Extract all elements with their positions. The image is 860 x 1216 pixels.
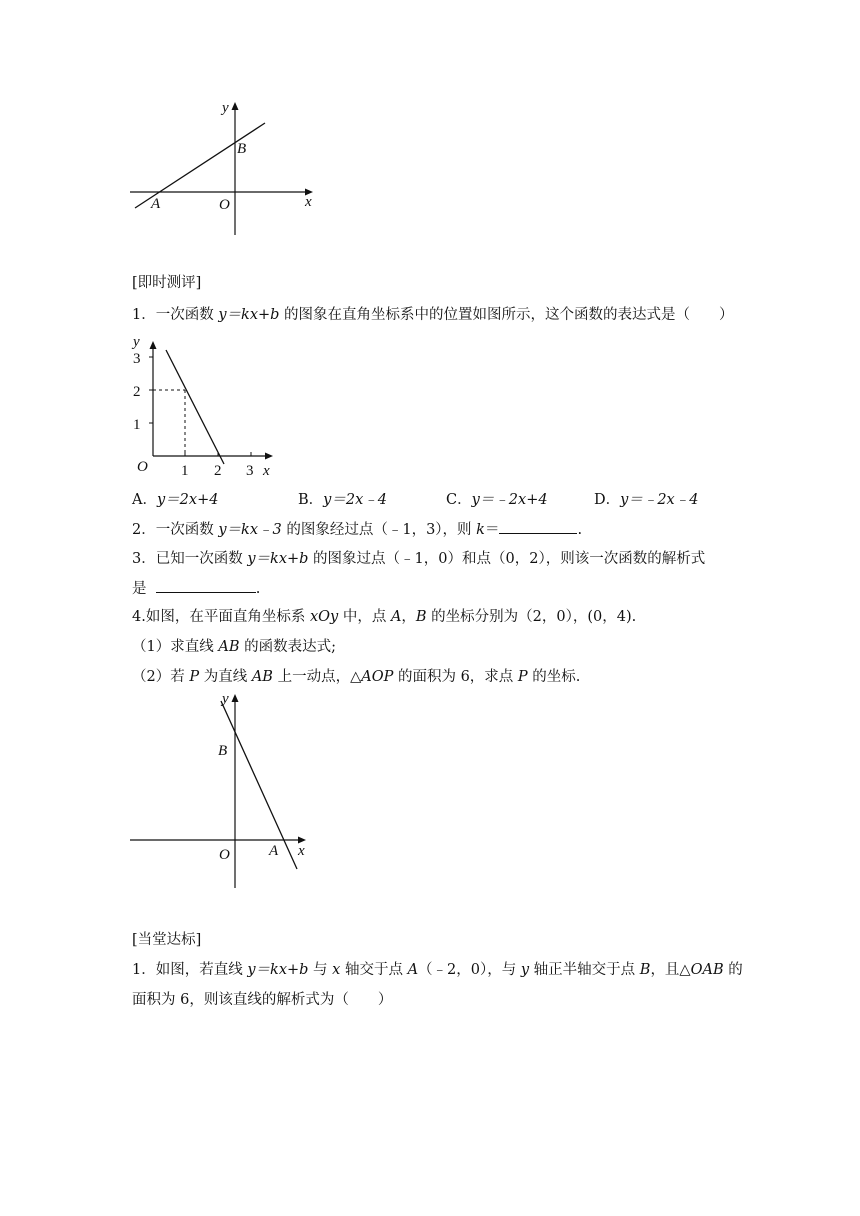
line-ab: AB bbox=[251, 669, 273, 685]
point-b: B bbox=[415, 609, 427, 625]
y-axis-label: y bbox=[133, 334, 140, 350]
text: 是 bbox=[132, 581, 147, 597]
answer-blank[interactable] bbox=[499, 519, 577, 534]
y-axis-arrow bbox=[232, 694, 239, 702]
x-axis-label: x bbox=[305, 194, 312, 210]
option-label: D． bbox=[594, 492, 621, 508]
text: 的图象过点（﹣1，0）和点（0，2），则该一次函数的解析式 bbox=[308, 551, 706, 567]
question-number: 1． bbox=[132, 307, 156, 323]
point-b-label: B bbox=[218, 743, 228, 759]
text: 一次函数 bbox=[155, 522, 219, 538]
line-ab: AB bbox=[218, 639, 240, 655]
question-number: 4. bbox=[132, 609, 146, 625]
question-number: 1． bbox=[132, 962, 156, 978]
origin-label: O bbox=[137, 459, 148, 475]
text: 上一动点，△ bbox=[272, 669, 362, 685]
x-axis-arrow bbox=[265, 453, 273, 460]
y-axis-arrow bbox=[150, 341, 157, 349]
variable-k: k bbox=[476, 522, 485, 538]
text: 的函数表达式; bbox=[239, 639, 336, 655]
option-a[interactable] bbox=[132, 488, 218, 509]
text: 轴正半轴交于点 bbox=[529, 962, 640, 978]
text: 为直线 bbox=[199, 669, 252, 685]
tick-label-x2: 2 bbox=[214, 463, 222, 479]
origin-label: O bbox=[219, 847, 230, 863]
question-number: 2． bbox=[132, 522, 156, 538]
option-b[interactable] bbox=[298, 488, 387, 509]
y-axis-arrow bbox=[232, 102, 239, 110]
triangle-aop: AOP bbox=[361, 669, 394, 685]
triangle-oab: OAB bbox=[690, 962, 724, 978]
figure-3-graph bbox=[125, 685, 325, 890]
text: 的 bbox=[723, 962, 743, 978]
text: 如图，若直线 bbox=[155, 962, 248, 978]
question-4-part-2 bbox=[132, 667, 580, 687]
math-xoy: xOy bbox=[309, 609, 339, 625]
text: （1）求直线 bbox=[132, 639, 219, 655]
text: 的图象在直角坐标系中的位置如图所示，这个函数的表达式是（ ） bbox=[279, 307, 734, 323]
point-p: P bbox=[517, 669, 528, 685]
figure-2-graph bbox=[125, 333, 285, 481]
option-label: B． bbox=[298, 492, 324, 508]
math-expression: y＝kx+b bbox=[247, 551, 309, 567]
option-text: y＝﹣2x+4 bbox=[471, 492, 548, 508]
tick-label-x3: 3 bbox=[246, 463, 254, 479]
variable-x: x bbox=[332, 962, 341, 978]
tick-label-y2: 2 bbox=[133, 384, 141, 400]
y-axis-label: y bbox=[222, 691, 229, 707]
text: 的坐标. bbox=[527, 669, 581, 685]
text: （﹣2，0），与 bbox=[418, 962, 521, 978]
text: 轴交于点 bbox=[340, 962, 408, 978]
point-b-label: B bbox=[237, 141, 247, 157]
question-1 bbox=[132, 305, 734, 325]
tick-label-y1: 1 bbox=[133, 417, 141, 433]
graph-line bbox=[166, 350, 224, 464]
math-expression: y＝kx+b bbox=[247, 962, 309, 978]
text: ＝ bbox=[484, 522, 500, 538]
answer-blank[interactable] bbox=[156, 578, 256, 593]
figure-1-graph bbox=[125, 95, 325, 240]
question-3-line-2 bbox=[132, 578, 260, 599]
x-axis-label: x bbox=[298, 843, 305, 859]
text: 与 bbox=[308, 962, 333, 978]
option-label: C． bbox=[446, 492, 472, 508]
text: 一次函数 bbox=[155, 307, 219, 323]
text: ，且△ bbox=[650, 962, 691, 978]
point-b: B bbox=[639, 962, 651, 978]
text: 的坐标分别为（2，0），(0，4). bbox=[426, 609, 637, 625]
point-a: A bbox=[407, 962, 419, 978]
option-text: y＝﹣2x﹣4 bbox=[620, 492, 699, 508]
section-title-class-check: [当堂达标] bbox=[132, 932, 202, 948]
graph-line bbox=[221, 701, 297, 869]
text: 的图象经过点（﹣1，3），则 bbox=[281, 522, 477, 538]
option-text: y＝2x﹣4 bbox=[323, 492, 387, 508]
tick-label-y3: 3 bbox=[133, 351, 141, 367]
y-axis-label: y bbox=[222, 100, 229, 116]
question-number: 3． bbox=[132, 551, 156, 567]
question-4 bbox=[132, 607, 636, 627]
point-p: P bbox=[189, 669, 200, 685]
text: 中，点 bbox=[338, 609, 391, 625]
option-d[interactable] bbox=[594, 488, 698, 509]
point-a-label: A bbox=[151, 196, 161, 212]
text: 的面积为 6，求点 bbox=[393, 669, 518, 685]
text: . bbox=[255, 581, 261, 597]
math-expression: y＝kx+b bbox=[218, 307, 280, 323]
question-4-part-1 bbox=[132, 637, 336, 657]
text: 已知一次函数 bbox=[155, 551, 248, 567]
question-3 bbox=[132, 549, 705, 569]
math-expression: y＝kx﹣3 bbox=[218, 522, 282, 538]
variable-y: y bbox=[520, 962, 530, 978]
x-axis-label: x bbox=[263, 463, 270, 479]
option-label: A． bbox=[132, 492, 157, 508]
option-text: y＝2x+4 bbox=[156, 492, 219, 508]
question-5 bbox=[132, 960, 743, 980]
point-a: A bbox=[390, 609, 402, 625]
tick-label-x1: 1 bbox=[181, 463, 189, 479]
option-c[interactable] bbox=[446, 488, 548, 509]
text: ， bbox=[401, 609, 416, 625]
text: 如图，在平面直角坐标系 bbox=[145, 609, 310, 625]
question-5-line-2 bbox=[132, 990, 392, 1010]
text: 面积为 6，则该直线的解析式为（ ） bbox=[132, 992, 393, 1008]
section-title-instant-test: [即时测评] bbox=[132, 275, 202, 291]
question-2 bbox=[132, 519, 582, 540]
text: （2）若 bbox=[132, 669, 190, 685]
point-a-label: A bbox=[269, 843, 279, 859]
origin-label: O bbox=[219, 197, 230, 213]
text: . bbox=[577, 522, 583, 538]
